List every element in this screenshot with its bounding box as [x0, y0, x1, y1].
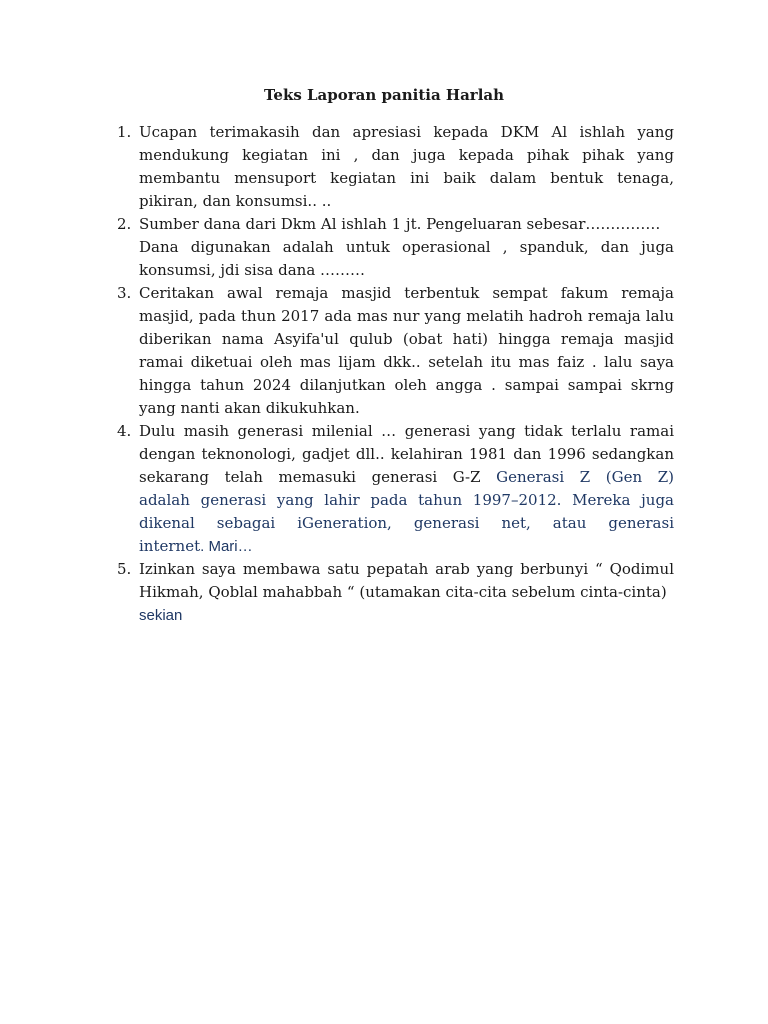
document-title: Teks Laporan panitia Harlah	[263, 86, 505, 104]
item-text-line: Izinkan saya membawa satu pepatah arab yang berbunyi “ Qodimul	[139, 560, 674, 578]
item-text-line: Sumber dana dari Dkm Al ishlah 1 jt. Pengeluaran sebesar……………	[139, 215, 661, 233]
list-item-4	[112, 420, 674, 558]
item-text-line: ramai diketuai oleh mas lijam dkk.. setelah itu mas faiz . lalu saya	[139, 353, 674, 371]
item-text-line: yang nanti akan dikukuhkan.	[139, 399, 360, 417]
quoted-text-line: adalah generasi yang lahir pada tahun 1997–2012. Mereka juga	[139, 491, 674, 509]
item-text-line: Ceritakan awal remaja masjid terbentuk sempat fakum remaja	[139, 284, 674, 302]
item-number: 5.	[117, 560, 132, 578]
gen-z-highlight: Generasi Z (Gen Z)	[496, 468, 674, 486]
item-text-line: dengan teknonologi, gadjet dll.. kelahiran 1981 dan 1996 sedangkan	[139, 445, 674, 463]
item-text-line	[139, 466, 674, 489]
quoted-text-segment: internet	[139, 537, 201, 555]
item-text-line: diberikan nama Asyifa'ul qulub (obat hati) hingga remaja masjid	[139, 330, 674, 348]
item-text-line: mendukung kegiatan ini , dan juga kepada pihak pihak yang	[139, 146, 674, 164]
quoted-text-line: dikenal sebagai iGeneration, generasi net, atau generasi	[139, 514, 674, 532]
item-text-line: pikiran, dan konsumsi.. ..	[139, 192, 332, 210]
item-text-line: hingga tahun 2024 dilanjutkan oleh angga . sampai sampai skrng	[139, 376, 674, 394]
item-text-line: Dulu masih generasi milenial … generasi yang tidak terlalu ramai	[139, 422, 674, 440]
list-item-1	[112, 121, 674, 213]
closing-text: sekian	[139, 607, 183, 624]
item-number: 1.	[117, 123, 132, 141]
list-item-2	[112, 213, 674, 282]
item-number: 3.	[117, 284, 132, 302]
item-text-line: membantu mensuport kegiatan ini baik dalam bentuk tenaga,	[139, 169, 674, 187]
item-text-line: Ucapan terimakasih dan apresiasi kepada DKM Al ishlah yang	[139, 123, 674, 141]
quoted-text-segment: . Mari…	[200, 538, 253, 555]
report-list	[112, 121, 674, 627]
item-text-line: Dana digunakan adalah untuk operasional , spanduk, dan juga	[139, 238, 674, 256]
item-number: 2.	[117, 215, 132, 233]
item-text-line: Hikmah, Qoblal mahabbah “ (utamakan cita-cita sebelum cinta-cinta)	[139, 583, 667, 601]
quoted-text-line	[139, 535, 674, 558]
item-text-line: masjid, pada thun 2017 ada mas nur yang melatih hadroh remaja lalu	[139, 307, 674, 325]
list-item-3	[112, 282, 674, 420]
item-text-line: konsumsi, jdi sisa dana ………	[139, 261, 366, 279]
item-number: 4.	[117, 422, 132, 440]
item-text-segment: sekarang telah memasuki generasi G-Z	[139, 468, 497, 486]
list-item-5	[112, 558, 674, 627]
